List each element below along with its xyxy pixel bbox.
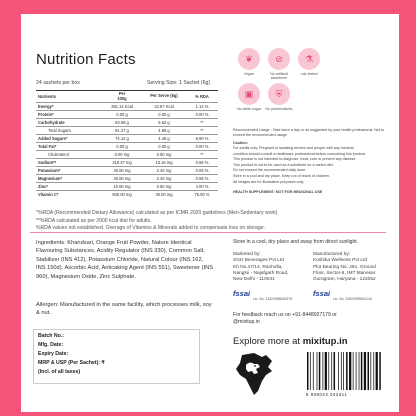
manufactured-line: Plot Bearing No. 281, Ground [313, 264, 376, 270]
fssai-logo-2: fssai [313, 289, 331, 298]
per-serve-value: 0.60 mg [142, 183, 186, 191]
nutrient-name: Total Fat* [36, 143, 102, 151]
health-supplement: HEALTH SUPPLEMENT: NOT FOR MEDICINAL USE [233, 190, 323, 194]
barcode-bar [319, 352, 321, 390]
header-nutrients: Nutrients [36, 91, 102, 103]
icon-label: No white sugar [237, 107, 261, 111]
rda-value: 4.00 % [186, 183, 218, 191]
nutrient-name: Carbohydrate [36, 119, 102, 127]
fssai-logo-1: fssai [233, 289, 251, 298]
rda-value: ** [186, 151, 218, 159]
manufactured-line: Gurugram, Haryana - 122052 [313, 277, 376, 283]
barcode-bar [356, 352, 357, 390]
nutrient-name: Zinc* [36, 183, 102, 191]
explore-prefix: Explore more at [233, 336, 303, 347]
nutrition-row [36, 119, 218, 127]
note-3: %RDA values not established. Overage of Vitamins & Minerals added to compensate loss on storage. [36, 225, 265, 232]
nutrition-row [36, 167, 218, 175]
rda-value: ** [186, 127, 218, 135]
barcode-bar [325, 352, 327, 390]
marketed-by [233, 252, 313, 283]
barcode-bar [323, 352, 324, 390]
rda-notes [36, 210, 278, 233]
icon-label: No preservatives [265, 107, 293, 111]
storage-text: Store in a cool, dry place and away from direct sunlight. [233, 239, 359, 245]
servings-per-box: 24 sachets per box [36, 80, 80, 86]
mrp-usp: MRP & USP (Per Sachet): ₹ [38, 360, 105, 366]
manufactured-by [313, 252, 393, 283]
marketed-line: New Delhi - 110041 [233, 277, 275, 283]
per-serve-value: 2.40 mg [142, 175, 186, 183]
manufactured-line: Koshika Wellness Pvt Ltd [313, 258, 368, 264]
nutrition-row [36, 151, 218, 159]
rda-value: 0.00 % [186, 143, 218, 151]
mfg-date: Mfg. Date: [38, 342, 64, 348]
per-serve-value: 4.45 g [142, 135, 186, 143]
per-100g-value: 0.00 g [102, 143, 142, 151]
expiry-date: Expiry Date: [38, 351, 69, 357]
per-100g-value: 81.27 g [102, 127, 142, 135]
per-100g-value: 40.00 mg [102, 175, 142, 183]
barcode-bar [313, 352, 314, 390]
caution-line: Store in a cool and dry place. Keep out of reach of children. [233, 174, 330, 178]
icon-label: Lab-tested [300, 72, 318, 76]
barcode-bar [370, 352, 371, 390]
barcode-bar [338, 352, 339, 390]
rda-value: ** [186, 119, 218, 127]
caution-title: Caution: [233, 141, 248, 145]
feedback-text [233, 312, 337, 326]
icon-label: No artificial sweetener [270, 72, 288, 81]
nutrition-table [36, 90, 218, 198]
nutrient-name: Magnesium* [36, 175, 102, 183]
ingredients-text: Ingredients: Khandsari, Orange Fruit Powder, Nature Identical Flavouring Substances, Acidity Regulator (INS 330), Common Salt, Stabilizer (INS 412), Potassium Chloride, Natural Colour (INS 162, INS 150d), Ascorbic Acid, Anticaking Agent (INS 551), Sweetener (INS 960), Magnesium Oxide, Zinc Sulphate. [36, 240, 214, 280]
fssai-license-1: Lic. No. 13324998000378 [253, 297, 292, 301]
icon-label: Vegan [243, 72, 255, 76]
caution-line: All images are for illustration purposes only. [233, 179, 305, 184]
manufactured-line: Floor, Sector-8, IMT Manesar [313, 270, 376, 276]
barcode-bar [373, 352, 374, 390]
no-sweetener-icon: ⊘ [268, 48, 290, 70]
note-2: **%RDA calculated as per 2000 kcal diet for adults. [36, 217, 152, 224]
recommended-usage: Recommended Usage : Take twice a day or as suggested by your health professional. Not to exceed the recommended usage. [233, 128, 385, 137]
rda-value: 1.14 % [186, 103, 218, 111]
nutrient-name: Added Sugars* [36, 135, 102, 143]
per-100g-value: 0.00 g [102, 111, 142, 119]
manufactured-title: Manufactured by: [313, 252, 351, 257]
caution-line: This product is not intended to diagnose, treat, cure or prevent any disease. [233, 157, 357, 162]
fssai-license-2: Lic. No. 10823999000144 [333, 297, 372, 301]
shield-icon: ⛨ [268, 83, 290, 105]
barcode-bar [368, 352, 370, 390]
nutrition-row [36, 127, 218, 135]
barcode-bar [341, 352, 342, 390]
nutrition-row [36, 103, 218, 111]
rda-value: 0.00 % [186, 111, 218, 119]
nutrition-table-body [36, 103, 218, 199]
per-100g-value: 10.00 mg [102, 183, 142, 191]
caution-line: For adults only. Pregnant or lactating women and people with any medical [233, 146, 354, 150]
barcode-bar [359, 352, 360, 390]
nutrition-row [36, 175, 218, 183]
feedback-line-2: @mixitup.in [233, 318, 260, 325]
serving-size: Serving Size: 1 Sachet (6g) [147, 80, 211, 86]
barcode-bar [307, 352, 309, 390]
barcode-bar [376, 352, 378, 390]
nutrition-row [36, 159, 218, 167]
rda-value: 0.06 % [186, 167, 218, 175]
nutrient-name: Protein* [36, 111, 102, 119]
per-serve-value: 13.16 mg [142, 159, 186, 167]
barcode-icon [305, 352, 389, 392]
leaf-icon: ❦ [238, 48, 260, 70]
header-per-label: Per [118, 91, 126, 97]
flask-icon: ⚗ [298, 48, 320, 70]
header-100g-label: 100g [117, 95, 127, 101]
section-divider [30, 232, 386, 233]
barcode-bar [334, 352, 336, 390]
per-serve-value: 22.87 Kcal [142, 103, 186, 111]
per-100g-value: 40.00 mg [102, 167, 142, 175]
caution-line: Do not exceed the recommended daily dose. [233, 168, 307, 173]
rda-value: 0.55 % [186, 175, 218, 183]
header-per-100g [102, 91, 142, 103]
per-100g-value: 74.12 g [102, 135, 142, 143]
barcode-bar [379, 352, 381, 390]
barcode-bar [353, 352, 354, 390]
rda-value: 8.90 % [186, 135, 218, 143]
marketed-line: SGH Beverages Pvt Ltd [233, 258, 284, 264]
header-per-serve: Per Serve (6g) [142, 91, 186, 103]
nutrition-row [36, 111, 218, 119]
barcode-bar [364, 352, 366, 390]
rda-value: 75.00 % [186, 191, 218, 199]
barcode-bar [317, 352, 318, 390]
barcode-bar [331, 352, 332, 390]
allergen-text: Allergen: Manufactured in the same facility, which processes milk, soy & nut. [36, 302, 212, 317]
barcode-bar [328, 352, 329, 390]
barcode-number: 8 908023 003311 [306, 392, 348, 397]
made-in-india-icon [232, 351, 278, 397]
website-link[interactable]: mixitup.in [302, 336, 348, 347]
nutrition-table-header [36, 91, 218, 103]
per-serve-value: 0.00 mg [142, 151, 186, 159]
nutrient-name: Energy* [36, 103, 102, 111]
nutrient-name: Sodium** [36, 159, 102, 167]
nutrition-row [36, 143, 218, 151]
note-1: *%RDA (Recommended Dietary Allowance) calculated as per ICMR 2020 guidelines (Men-Sedentary work) [36, 210, 278, 216]
barcode-bar [343, 352, 344, 390]
nutrient-name: Total Sugars [36, 127, 102, 135]
nutrition-row [36, 135, 218, 143]
explore-more [233, 336, 348, 347]
per-serve-value: 4.88 g [142, 127, 186, 135]
nutrition-title: Nutrition Facts [36, 51, 136, 68]
barcode-bar [361, 352, 363, 390]
per-serve-value: 5.62 g [142, 119, 186, 127]
per-100g-value: 0.00 mg [102, 151, 142, 159]
per-serve-value: 0.00 g [142, 111, 186, 119]
per-100g-value: 381.14 Kcal [102, 103, 142, 111]
tax-note: (Incl. of all taxes) [38, 369, 81, 375]
sugar-cube-icon: ▣ [238, 83, 260, 105]
per-100g-value: 93.69 g [102, 119, 142, 127]
marketed-title: Marketed by: [233, 252, 261, 257]
nutrition-row [36, 183, 218, 191]
barcode-bar [310, 352, 311, 390]
feedback-line-1: For feedback reach us on +91-8448927179 or [233, 312, 337, 318]
marketed-line: Nangloi - Najafgarh Road, [233, 270, 289, 276]
nutrient-name: Vitamin C* [36, 191, 102, 199]
per-serve-value: 0.00 g [142, 143, 186, 151]
rda-value: 0.66 % [186, 159, 218, 167]
barcode-bar [349, 352, 351, 390]
caution-line: condition should consult a healthcare professional before consuming this product. [233, 151, 367, 156]
nutrient-name: Cholesterol [36, 151, 102, 159]
batch-number: Batch No.: [38, 333, 64, 339]
barcode-bar [346, 352, 348, 390]
nutrient-name: Potassium* [36, 167, 102, 175]
caution-line: This product is not to be used as a substitute for a varied diet. [233, 162, 334, 167]
header-rda: % RDA [186, 91, 218, 103]
nutrition-row [36, 191, 218, 199]
per-100g-value: 219.27 mg [102, 159, 142, 167]
per-serve-value: 30.00 mg [142, 191, 186, 199]
marketed-line: Kh No.47/14, Ranholla, [233, 264, 283, 270]
per-100g-value: 500.00 mg [102, 191, 142, 199]
per-serve-value: 2.40 mg [142, 167, 186, 175]
